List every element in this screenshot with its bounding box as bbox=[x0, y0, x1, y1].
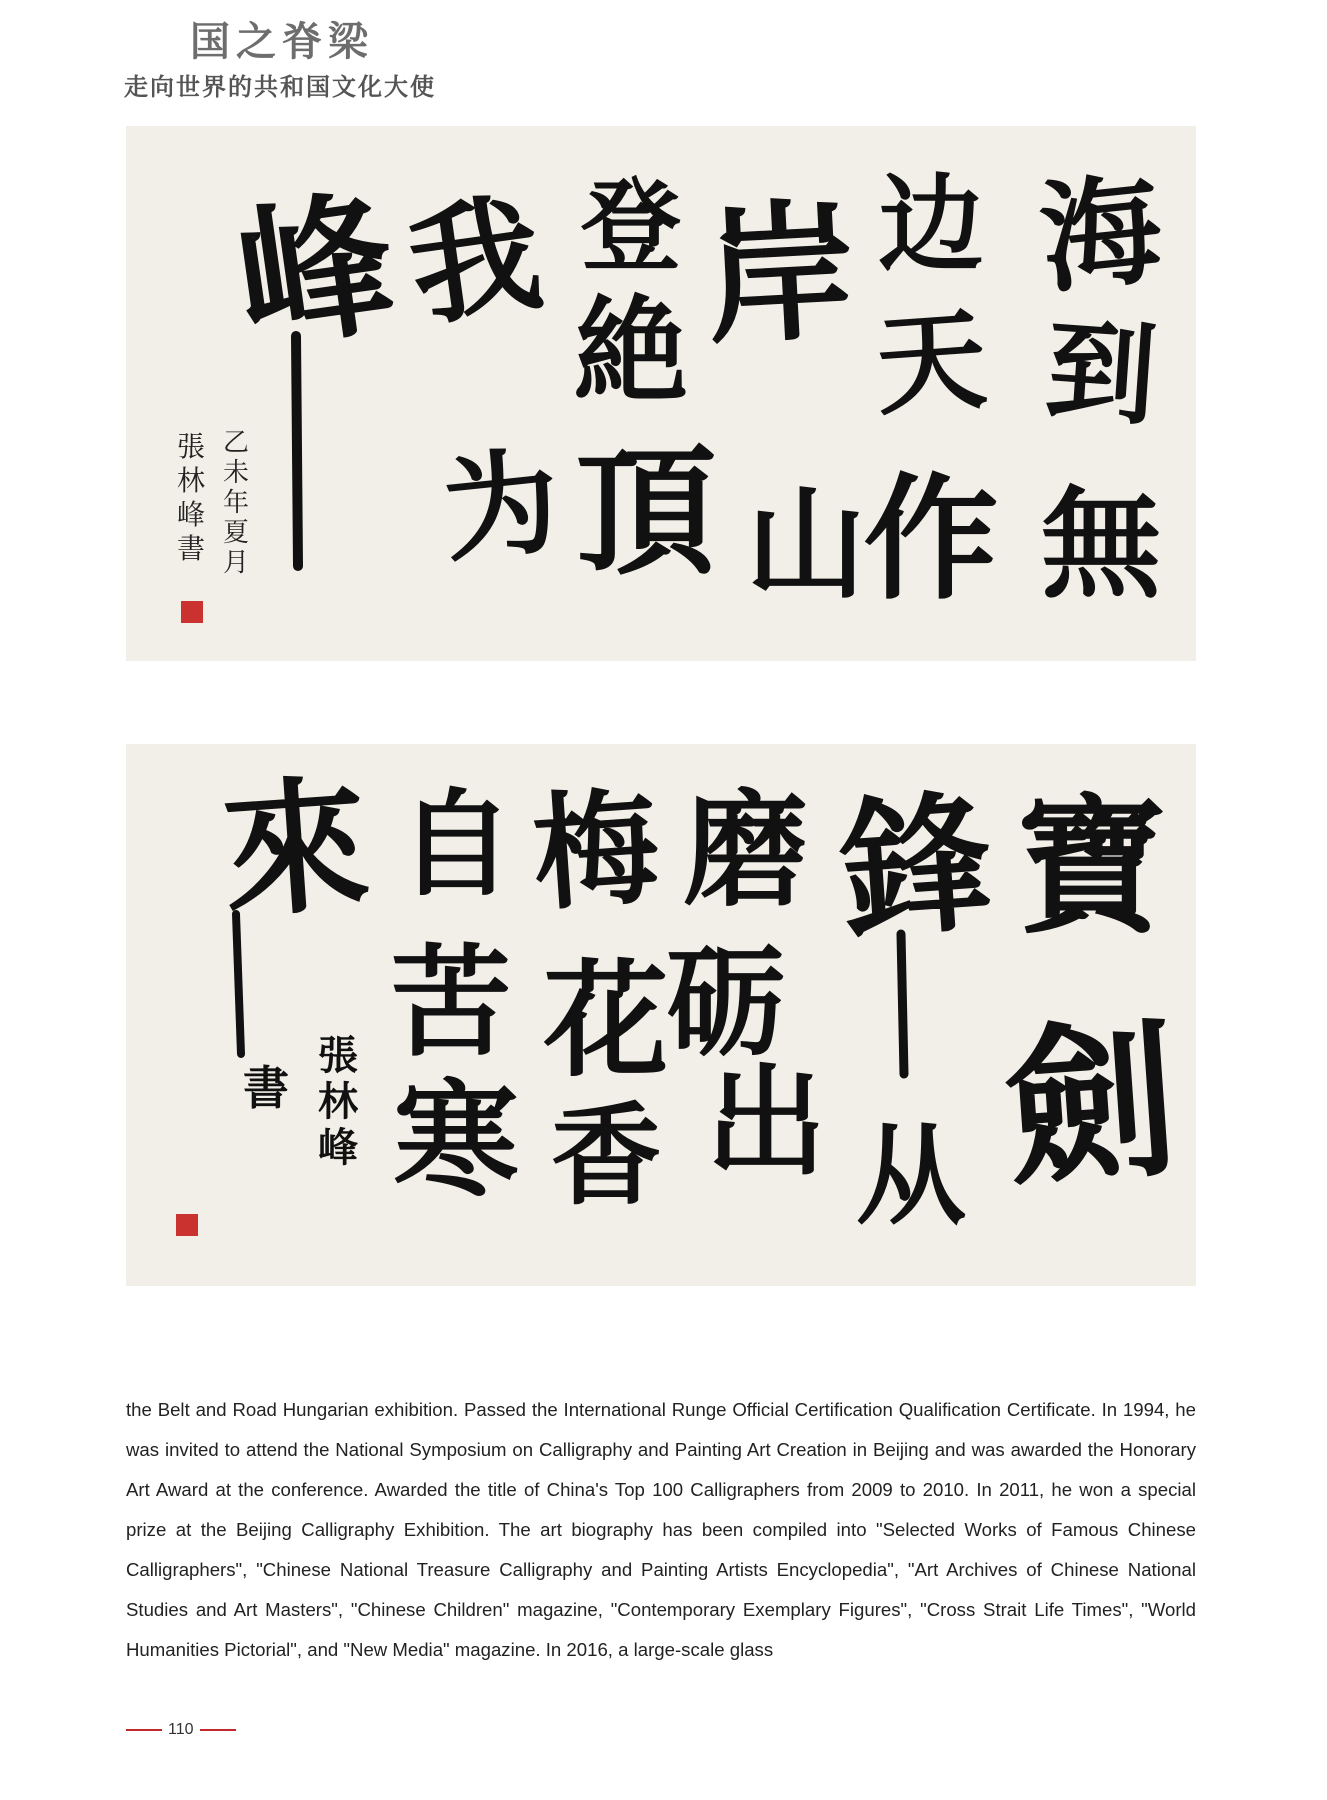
svg-text:到: 到 bbox=[1041, 304, 1161, 441]
svg-text:登: 登 bbox=[581, 167, 681, 285]
svg-text:山: 山 bbox=[746, 474, 866, 615]
svg-text:頂: 頂 bbox=[575, 431, 717, 595]
svg-text:張林峰: 張林峰 bbox=[318, 1032, 358, 1171]
biography-text bbox=[126, 1390, 1196, 1670]
svg-text:花: 花 bbox=[543, 948, 669, 1094]
svg-text:無: 無 bbox=[1041, 474, 1161, 615]
svg-text:为: 为 bbox=[436, 433, 566, 580]
svg-text:出: 出 bbox=[706, 1052, 826, 1193]
biography-paragraph: the Belt and Road Hungarian exhibition. Passed the International Runge Official Certification Qualification Certificate. In 1994, he was invited to attend the National Symposium on Calligraphy and Painting Art Creation in Beijing and was awarded the Honorary Art Award at the conference. Awarded the title of China's Top 100 Calligraphers from 2009 to 2010. In 2011, he won a special prize at the Beijing Calligraphy Exhibition. The art biography has been compiled into "Selected Works of Famous Chinese Calligraphers", "Chinese National Treasure Calligraphy and Painting Artists Encyclopedia", "Art Archives of Chinese National Studies and Art Masters", "Chinese Children" magazine, "Contemporary Exemplary Figures", "Cross Strait Life Times", "World Humanities Pictorial", and "New Media" magazine. In 2016, a large-scale glass bbox=[126, 1399, 1196, 1660]
page-footer bbox=[126, 1718, 236, 1742]
svg-text:砺: 砺 bbox=[666, 932, 786, 1073]
svg-text:边: 边 bbox=[878, 162, 984, 286]
svg-text:來: 來 bbox=[217, 759, 374, 939]
svg-text:寒: 寒 bbox=[393, 1068, 519, 1214]
calligraphy-artwork-1-image bbox=[126, 126, 1196, 661]
svg-text:苦: 苦 bbox=[391, 932, 511, 1073]
page-header-subtitle: 走向世界的共和国文化大使 bbox=[124, 72, 436, 101]
red-seal-1 bbox=[181, 601, 203, 623]
svg-text:張林峰書: 張林峰書 bbox=[176, 430, 206, 565]
svg-text:我: 我 bbox=[400, 175, 551, 346]
svg-text:鋒: 鋒 bbox=[835, 773, 998, 961]
footer-rule-left bbox=[126, 1729, 162, 1731]
svg-text:梅: 梅 bbox=[528, 773, 664, 929]
svg-text:峰: 峰 bbox=[225, 170, 405, 373]
svg-text:寶: 寶 bbox=[1015, 779, 1167, 955]
svg-text:絶: 絶 bbox=[573, 284, 689, 419]
svg-text:岸: 岸 bbox=[701, 182, 861, 366]
svg-text:天: 天 bbox=[871, 294, 991, 431]
calligraphy-artwork-1 bbox=[126, 126, 1196, 661]
svg-text:从: 从 bbox=[856, 1111, 966, 1240]
footer-rule-right bbox=[200, 1729, 236, 1731]
svg-text:書: 書 bbox=[243, 1061, 289, 1115]
svg-text:乙未年夏月: 乙未年夏月 bbox=[222, 428, 250, 578]
svg-text:海: 海 bbox=[1033, 158, 1168, 311]
svg-text:自: 自 bbox=[398, 777, 514, 912]
page-header-title: 国之脊梁 bbox=[190, 18, 374, 65]
calligraphy-artwork-2-image bbox=[126, 744, 1196, 1286]
red-seal-2 bbox=[176, 1214, 198, 1236]
page-number: 110 bbox=[168, 1721, 194, 1738]
svg-text:作: 作 bbox=[863, 459, 999, 618]
svg-text:香: 香 bbox=[551, 1091, 661, 1220]
calligraphy-artwork-2 bbox=[126, 744, 1196, 1286]
svg-text:磨: 磨 bbox=[683, 778, 809, 924]
svg-text:劍: 劍 bbox=[999, 999, 1183, 1211]
